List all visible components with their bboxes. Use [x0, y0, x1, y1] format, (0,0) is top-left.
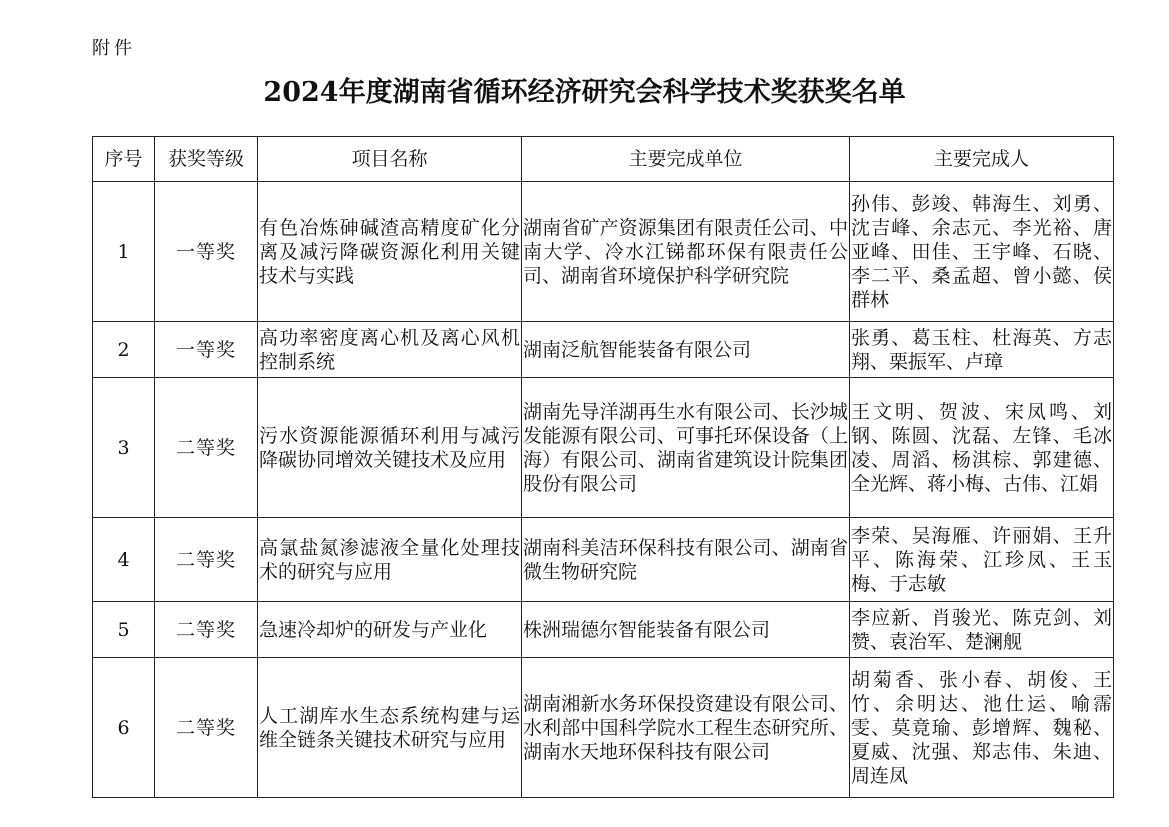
column-header-no: 序号: [93, 137, 155, 182]
table-row: [93, 378, 1114, 518]
table-row: [93, 658, 1114, 798]
project-name: 高功率密度离心机及离心风机控制系统: [258, 322, 522, 378]
award-level: 二等奖: [155, 378, 258, 518]
completion-people: 张勇、葛玉柱、杜海英、方志翔、栗振军、卢璋: [850, 322, 1114, 378]
table-row: [93, 518, 1114, 602]
award-table: [92, 136, 1114, 798]
row-number: 4: [93, 518, 155, 602]
document-title: 2024年度湖南省循环经济研究会科学技术奖获奖名单: [263, 77, 906, 108]
completion-units: 湖南湘新水务环保投资建设有限公司、水利部中国科学院水工程生态研究所、湖南水天地环保科技有限公司: [522, 658, 850, 798]
completion-units: 湖南科美洁环保科技有限公司、湖南省微生物研究院: [522, 518, 850, 602]
column-header-people: 主要完成人: [850, 137, 1114, 182]
project-name: 污水资源能源循环利用与减污降碳协同增效关键技术及应用: [258, 378, 522, 518]
award-level: 二等奖: [155, 602, 258, 658]
completion-units: 湖南省矿产资源集团有限责任公司、中南大学、冷水江锑都环保有限责任公司、湖南省环境保护科学研究院: [522, 182, 850, 322]
attachment-label: 附件: [92, 38, 136, 59]
completion-people: 王文明、贺波、宋凤鸣、刘钢、陈圆、沈磊、左锋、毛冰凌、周滔、杨淇棕、郭建德、全光辉、蒋小梅、古伟、江娟: [850, 378, 1114, 518]
completion-units: 湖南泛航智能装备有限公司: [522, 322, 850, 378]
completion-people: 李应新、肖骏光、陈克剑、刘赞、袁治军、楚澜舰: [850, 602, 1114, 658]
table-row: [93, 322, 1114, 378]
project-name: 急速冷却炉的研发与产业化: [258, 602, 522, 658]
table-row: [93, 182, 1114, 322]
completion-units: 株洲瑞德尔智能装备有限公司: [522, 602, 850, 658]
award-level: 二等奖: [155, 518, 258, 602]
table-header-row: [93, 137, 1114, 182]
row-number: 1: [93, 182, 155, 322]
table-row: [93, 602, 1114, 658]
row-number: 2: [93, 322, 155, 378]
award-level: 一等奖: [155, 322, 258, 378]
completion-people: 胡菊香、张小春、胡俊、王竹、余明达、池仕运、喻霈雯、莫竟瑜、彭增辉、魏秘、夏威、沈强、郑志伟、朱迪、周连凤: [850, 658, 1114, 798]
row-number: 5: [93, 602, 155, 658]
project-name: 人工湖库水生态系统构建与运维全链条关键技术研究与应用: [258, 658, 522, 798]
column-header-level: 获奖等级: [155, 137, 258, 182]
row-number: 3: [93, 378, 155, 518]
column-header-project-name: 项目名称: [258, 137, 522, 182]
award-level: 一等奖: [155, 182, 258, 322]
project-name: 高氯盐氮渗滤液全量化处理技术的研究与应用: [258, 518, 522, 602]
row-number: 6: [93, 658, 155, 798]
award-level: 二等奖: [155, 658, 258, 798]
completion-people: 孙伟、彭竣、韩海生、刘勇、沈吉峰、余志元、李光裕、唐亚峰、田佳、王宇峰、石晓、李二平、桑孟超、曾小懿、侯群林: [850, 182, 1114, 322]
completion-people: 李荣、吴海雁、许丽娟、王升平、陈海荣、江珍凤、王玉梅、于志敏: [850, 518, 1114, 602]
column-header-units: 主要完成单位: [522, 137, 850, 182]
project-name: 有色冶炼砷碱渣高精度矿化分离及减污降碳资源化利用关键技术与实践: [258, 182, 522, 322]
completion-units: 湖南先导洋湖再生水有限公司、长沙城发能源有限公司、可事托环保设备（上海）有限公司、湖南省建筑设计院集团股份有限公司: [522, 378, 850, 518]
